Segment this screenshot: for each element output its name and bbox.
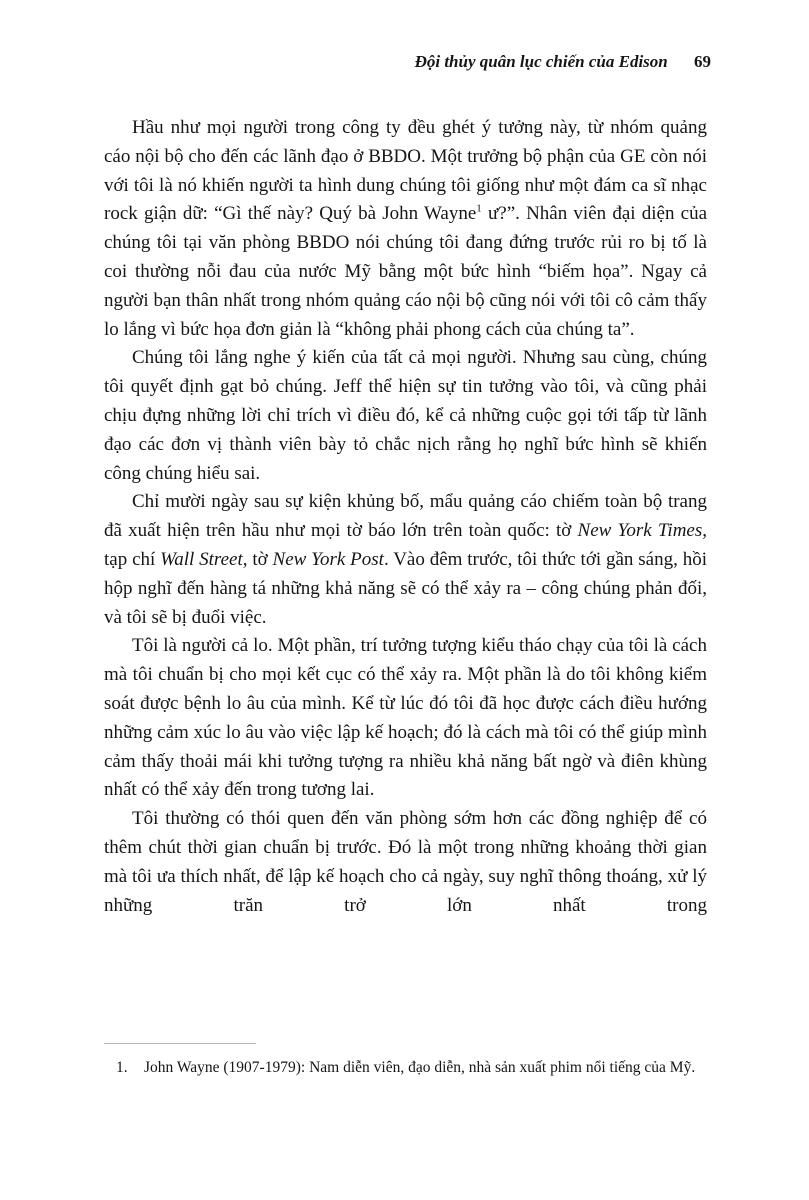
paragraph: Tôi thường có thói quen đến văn phòng sớm hơn các đồng nghiệp để có thêm chút thời gian chuẩn bị trước. Đó là một trong những khoảng thời gian mà tôi ưa thích nhất, để lập kế hoạch cho cả ngày, suy nghĩ thông thoáng, xử lý những trăn trở lớn nhất trong: [104, 808, 707, 916]
page-number: 69: [694, 52, 711, 71]
paragraph: Hầu như mọi người trong công ty đều ghét ý tưởng này, từ nhóm quảng cáo nội bộ cho đến các lãnh đạo ở BBDO. Một trưởng bộ phận của GE còn nói với tôi là nó khiến người ta hình dung chúng tôi giống như một đám ca sĩ nhạc rock giận dữ: “Gì thế này? Quý bà John Wayne$^1$ ư?”. Nhân viên đại diện của chúng tôi tại văn phòng BBDO nói chúng tôi đang đứng trước rủi ro bị tố là coi thường nỗi đau của nước Mỹ bằng một bức hình “biếm họa”. Ngay cả người bạn thân nhất trong nhóm quảng cáo nội bộ cũng nói với tôi cô cảm thấy lo lắng vì bức họa đơn giản là “không phải phong cách của chúng ta”.: [104, 117, 707, 340]
paragraph: Chúng tôi lắng nghe ý kiến của tất cả mọi người. Nhưng sau cùng, chúng tôi quyết định gạt bỏ chúng. Jeff thể hiện sự tin tưởng vào tôi, và cũng phải chịu đựng những lời chỉ trích vì điều đó, kể cả những cuộc gọi tới tấp từ lãnh đạo các đơn vị thành viên bày tỏ chắc nịch rằng họ nghĩ bức hình sẽ khiến công chúng hiểu sai.: [104, 347, 707, 484]
running-header: [105, 52, 711, 72]
running-header-title: Đội thủy quân lục chiến của Edison: [414, 52, 668, 71]
paragraph: Tôi là người cả lo. Một phần, trí tưởng tượng kiểu tháo chạy của tôi là cách mà tôi chuẩn bị cho mọi kết cục có thể xảy ra. Một phần là do tôi không kiểm soát được bệnh lo âu của mình. Kể từ lúc đó tôi đã học được cách điều hướng những cảm xúc lo âu vào việc lập kế hoạch; đó là cách mà tôi có thể giúp mình cảm thấy thoải mái khi tưởng tượng ra nhiều khả năng bất ngờ và điên khùng nhất có thể xảy đến trong tương lai.: [104, 635, 707, 801]
footnote: [104, 1056, 707, 1080]
footnote-text: John Wayne (1907-1979): Nam diễn viên, đạo diễn, nhà sản xuất phim nổi tiếng của Mỹ.: [144, 1059, 696, 1076]
footnote-divider: [104, 1043, 256, 1044]
paragraph: Chỉ mười ngày sau sự kiện khủng bố, mẩu quảng cáo chiếm toàn bộ trang đã xuất hiện trên hầu như mọi tờ báo lớn trên toàn quốc: tờ New York Times, tạp chí Wall Street, tờ New York Post. Vào đêm trước, tôi thức tới gần sáng, hồi hộp nghĩ đến hàng tá những khả năng sẽ có thể xảy ra – công chúng phản đối, và tôi sẽ bị đuổi việc.: [104, 491, 707, 628]
page-body: [104, 114, 707, 1028]
footnote-area: [104, 1043, 707, 1080]
footnote-number: 1.: [116, 1059, 128, 1076]
